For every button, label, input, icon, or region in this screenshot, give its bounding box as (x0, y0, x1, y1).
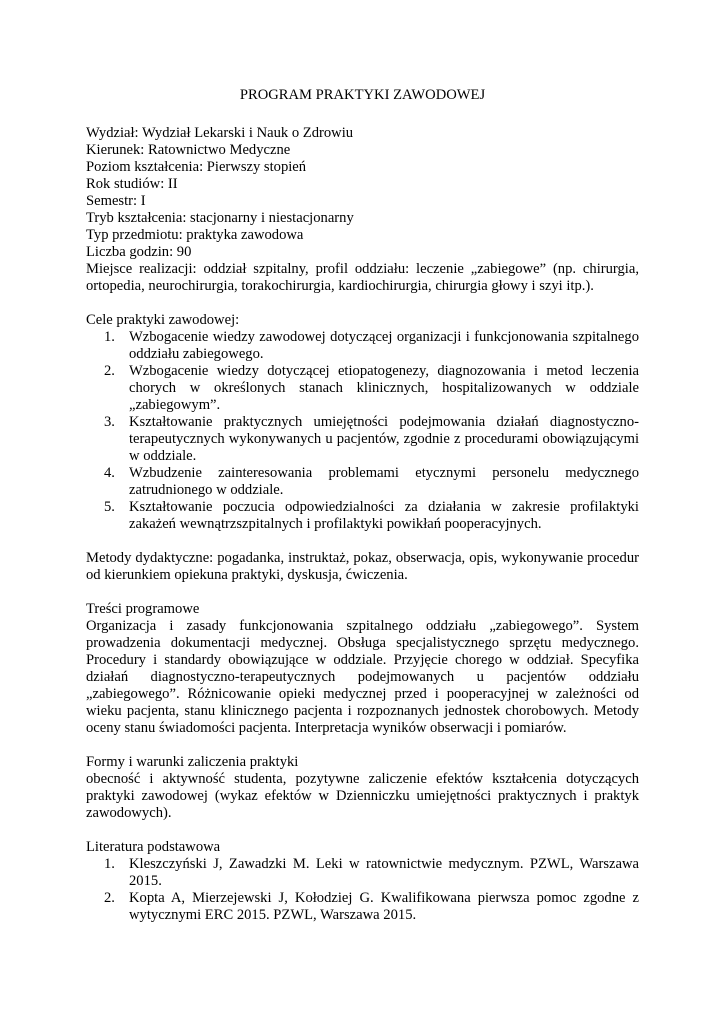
literatura-list (86, 856, 639, 924)
list-number: 2. (104, 890, 115, 906)
list-number: 5. (104, 499, 115, 515)
tresci-heading: Treści programowe (86, 601, 200, 617)
info-godziny: Liczba godzin: 90 (86, 244, 192, 260)
info-tryb: Tryb kształcenia: stacjonarny i niestacjonarny (86, 210, 354, 226)
list-number: 4. (104, 465, 115, 481)
list-number: 1. (104, 856, 115, 872)
document-title: PROGRAM PRAKTYKI ZAWODOWEJ (239, 87, 486, 103)
cele-section (86, 312, 639, 533)
info-section (86, 125, 639, 295)
formy-heading: Formy i warunki zaliczenia praktyki (86, 754, 299, 770)
cele-heading: Cele praktyki zawodowej: (86, 312, 240, 328)
formy-section (86, 754, 639, 822)
info-rok: Rok studiów: II (86, 176, 178, 192)
info-typ: Typ przedmiotu: praktyka zawodowa (86, 227, 304, 243)
info-miejsce: Miejsce realizacji: oddział szpitalny, profil oddziału: leczenie „zabiegowe” (np. chirurgia, ortopedia, neurochirurgia, torakochirurgia, kardiochirurgia, chirurgia głowy i szyi itp.). (86, 261, 639, 294)
tresci-text: Organizacja i zasady funkcjonowania szpitalnego oddziału „zabiegowego”. System prowadzenia dokumentacji medycznej. Obsługa specjalistycznego sprzętu medycznego. Procedury i standardy obowiązujące w oddziale. Przyjęcie chorego w oddział. Specyfika działań diagnostyczno-terapeutycznych podejmowanych u pacjentów oddziału „zabiegowego”. Różnicowanie opieki medycznej przed i pooperacyjnej w zależności od wieku pacjenta, stanu klinicznego pacjenta i rozpoznanych jednostek chorobowych. Metody oceny stanu świadomości pacjenta. Interpretacja wyników obserwacji i pomiarów. (86, 618, 639, 736)
cele-list (86, 329, 639, 533)
info-kierunek: Kierunek: Ratownictwo Medyczne (86, 142, 291, 158)
list-text: Wzbogacenie wiedzy zawodowej dotyczącej organizacji i funkcjonowania szpitalnego oddziału zabiegowego. (129, 329, 639, 362)
list-item (86, 856, 639, 890)
list-text: Wzbudzenie zainteresowania problemami etycznymi personelu medycznego zatrudnionego w oddziale. (129, 465, 639, 498)
list-item (86, 329, 639, 363)
list-text: Wzbogacenie wiedzy dotyczącej etiopatogenezy, diagnozowania i metod leczenia chorych w określonych stanach klinicznych, hospitalizowanych w oddziale „zabiegowym”. (129, 363, 639, 413)
literatura-section (86, 839, 639, 924)
list-item (86, 890, 639, 924)
document-content (86, 87, 639, 924)
info-poziom: Poziom kształcenia: Pierwszy stopień (86, 159, 307, 175)
info-wydzial: Wydział: Wydział Lekarski i Nauk o Zdrowiu (86, 125, 354, 141)
list-item (86, 363, 639, 414)
list-item (86, 499, 639, 533)
list-number: 3. (104, 414, 115, 430)
list-text: Kopta A, Mierzejewski J, Kołodziej G. Kwalifikowana pierwsza pomoc zgodne z wytycznymi ERC 2015. PZWL, Warszawa 2015. (129, 890, 639, 923)
list-number: 2. (104, 363, 115, 379)
list-item (86, 465, 639, 499)
list-number: 1. (104, 329, 115, 345)
list-text: Kształtowanie poczucia odpowiedzialności za działania w zakresie profilaktyki zakażeń wewnątrzszpitalnych i profilaktyki powikłań pooperacyjnych. (129, 499, 639, 532)
metody-paragraph: Metody dydaktyczne: pogadanka, instruktaż, pokaz, obserwacja, opis, wykonywanie procedur od kierunkiem opiekuna praktyki, dyskusja, ćwiczenia. (86, 550, 639, 583)
literatura-heading: Literatura podstawowa (86, 839, 221, 855)
list-text: Kleszczyński J, Zawadzki M. Leki w ratownictwie medycznym. PZWL, Warszawa 2015. (129, 856, 639, 889)
list-item (86, 414, 639, 465)
info-semestr: Semestr: I (86, 193, 146, 209)
list-text: Kształtowanie praktycznych umiejętności podejmowania działań diagnostyczno-terapeutycznych wykonywanych u pacjentów, zgodnie z procedurami obowiązującymi w oddziale. (129, 414, 639, 464)
formy-text: obecność i aktywność studenta, pozytywne zaliczenie efektów kształcenia dotyczących praktyki zawodowej (wykaz efektów w Dzienniczku umiejętności praktycznych i praktyk zawodowych). (86, 771, 639, 821)
tresci-section (86, 601, 639, 737)
